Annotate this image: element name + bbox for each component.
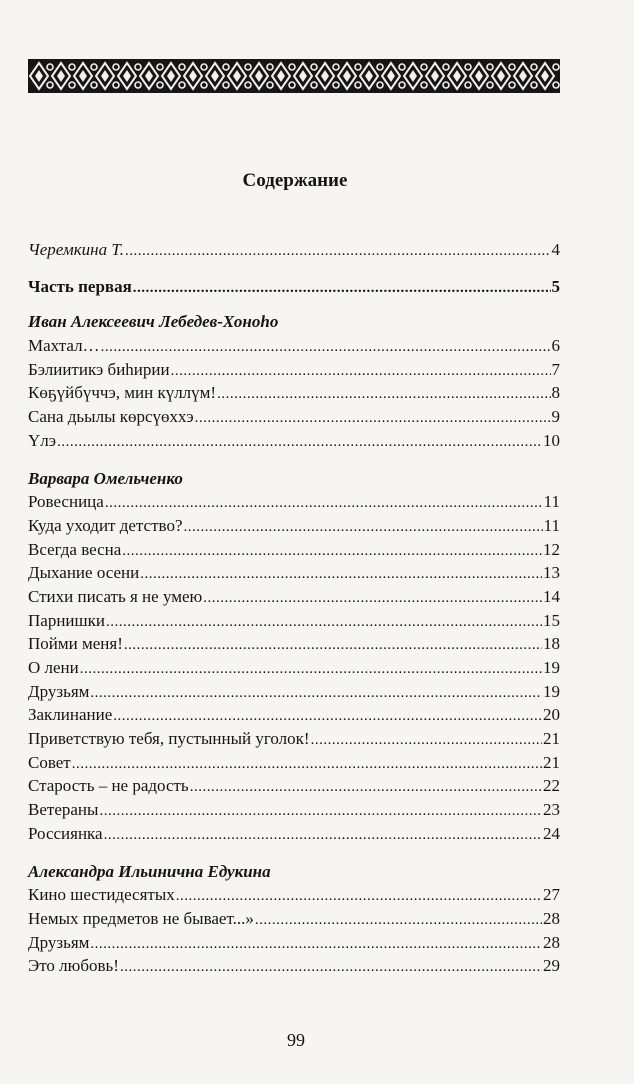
section-author-3 <box>28 860 560 978</box>
toc-entry[interactable] <box>28 954 560 978</box>
leader-dots <box>80 658 542 682</box>
toc-entry[interactable] <box>28 632 560 656</box>
toc-entry[interactable] <box>28 358 560 382</box>
toc-entry[interactable] <box>28 703 560 727</box>
entry-title: Кино шестидесятых <box>28 885 175 905</box>
leader-dots <box>255 909 542 933</box>
entry-title: Старость – не радость <box>28 776 189 796</box>
leader-dots <box>124 634 542 658</box>
toc-entry[interactable] <box>28 907 560 931</box>
entry-title: Заклинание <box>28 705 113 725</box>
leader-dots <box>184 516 543 540</box>
entry-page: 21 <box>543 729 560 749</box>
entry-page: 18 <box>543 634 560 654</box>
toc-entry[interactable] <box>28 931 560 955</box>
leader-dots <box>101 336 551 360</box>
entry-title: Бэлиитикэ биһирии <box>28 359 170 379</box>
leader-dots <box>90 682 542 706</box>
entry-title: Көҕүйбүччэ, мин күллүм! <box>28 383 217 403</box>
toc-entry[interactable] <box>28 334 560 358</box>
leader-dots <box>203 587 542 611</box>
toc-entry[interactable] <box>28 429 560 453</box>
entry-title: О лени <box>28 658 79 677</box>
entry-title: Друзьям <box>28 681 90 701</box>
toc-entry[interactable] <box>28 490 560 514</box>
entry-page: 29 <box>543 956 560 976</box>
leader-dots <box>171 360 551 384</box>
entry-title: Это любовь! <box>28 956 119 976</box>
entry-title: Махтал… <box>28 336 100 356</box>
entry-page: 27 <box>543 885 560 905</box>
entry-title: Үлэ <box>28 430 57 450</box>
entry-title: Всегда весна <box>28 539 122 559</box>
entry-page: 24 <box>543 823 560 843</box>
entry-page: 13 <box>543 563 560 583</box>
entry-title: Ветераны <box>28 800 99 820</box>
entry-page: 19 <box>543 658 560 677</box>
entry-title: Приветствую тебя, пустынный уголок! <box>28 729 310 749</box>
entry-title: Друзьям <box>28 932 90 952</box>
entry-title: Ровесница <box>28 492 104 512</box>
toc-entry[interactable] <box>28 381 560 405</box>
leader-dots <box>190 776 542 800</box>
toc-entry[interactable] <box>28 609 560 633</box>
toc-entry[interactable] <box>28 585 560 609</box>
toc-entry[interactable] <box>28 883 560 907</box>
leader-dots <box>195 407 551 431</box>
entry-title: Россиянка <box>28 823 103 843</box>
entry-page: 21 <box>543 752 560 772</box>
toc-entry-intro[interactable] <box>28 238 560 262</box>
entry-page: 22 <box>543 776 560 796</box>
author-name: Варвара Омельченко <box>28 468 183 488</box>
entry-page: 8 <box>551 383 560 403</box>
entry-page: 28 <box>543 932 560 952</box>
entry-title: Дыхание осени <box>28 563 140 583</box>
section-author-1 <box>28 310 560 452</box>
ornament-border-icon <box>28 58 560 94</box>
toc-entry[interactable] <box>28 822 560 846</box>
entry-page: 15 <box>543 610 560 630</box>
entry-page: 9 <box>551 407 560 427</box>
entry-page: 10 <box>543 430 560 450</box>
toc-entry[interactable] <box>28 561 560 585</box>
leader-dots <box>90 933 542 957</box>
leader-dots <box>176 885 542 909</box>
page-number: 99 <box>287 1030 305 1050</box>
toc-entry[interactable] <box>28 514 560 538</box>
toc-entry[interactable] <box>28 405 560 429</box>
entry-page: 6 <box>551 336 560 356</box>
leader-dots <box>133 277 551 301</box>
toc-entry[interactable] <box>28 798 560 822</box>
leader-dots <box>57 431 542 455</box>
contents-heading: Содержание <box>242 170 348 191</box>
entry-page: 7 <box>551 359 560 379</box>
entry-page: 11 <box>543 492 560 512</box>
entry-page: 20 <box>543 705 560 725</box>
entry-page: 28 <box>543 908 560 928</box>
entry-title: Черемкина Т. <box>28 240 124 259</box>
toc-entry[interactable] <box>28 656 560 680</box>
author-name: Иван Алексеевич Лебедев-Хоноһо <box>28 312 279 332</box>
entry-page: 14 <box>543 586 560 606</box>
leader-dots <box>105 492 543 516</box>
entry-page: 11 <box>543 515 560 535</box>
leader-dots <box>125 240 551 264</box>
toc-entry[interactable] <box>28 680 560 704</box>
entry-title: Совет <box>28 752 71 772</box>
entry-title: Парнишки <box>28 610 105 630</box>
entry-page: 5 <box>551 276 560 296</box>
leader-dots <box>120 956 542 980</box>
entry-title: Сана дьылы көрсүөххэ <box>28 407 194 427</box>
entry-page: 19 <box>543 681 560 701</box>
leader-dots <box>72 753 542 777</box>
toc-entry-part[interactable] <box>28 275 560 299</box>
toc-entry[interactable] <box>28 538 560 562</box>
section-author-2 <box>28 467 560 846</box>
toc-entry[interactable] <box>28 751 560 775</box>
leader-dots <box>122 540 542 564</box>
entry-title: Часть первая <box>28 276 132 296</box>
leader-dots <box>104 824 542 848</box>
leader-dots <box>217 383 550 407</box>
entry-title: Немых предметов не бывает...» <box>28 908 254 928</box>
toc-entry[interactable] <box>28 774 560 798</box>
entry-page: 4 <box>551 240 560 259</box>
leader-dots <box>106 611 542 635</box>
entry-title: Стихи писать я не умею <box>28 586 203 606</box>
entry-page: 23 <box>543 800 560 820</box>
leader-dots <box>311 729 542 753</box>
author-name: Александра Ильинична Едукина <box>28 861 271 881</box>
table-of-contents <box>28 238 560 978</box>
leader-dots <box>140 563 542 587</box>
entry-title: Пойми меня! <box>28 634 123 654</box>
entry-title: Куда уходит детство? <box>28 515 183 535</box>
toc-entry[interactable] <box>28 727 560 751</box>
leader-dots <box>113 705 542 729</box>
entry-page: 12 <box>543 539 560 559</box>
leader-dots <box>99 800 542 824</box>
